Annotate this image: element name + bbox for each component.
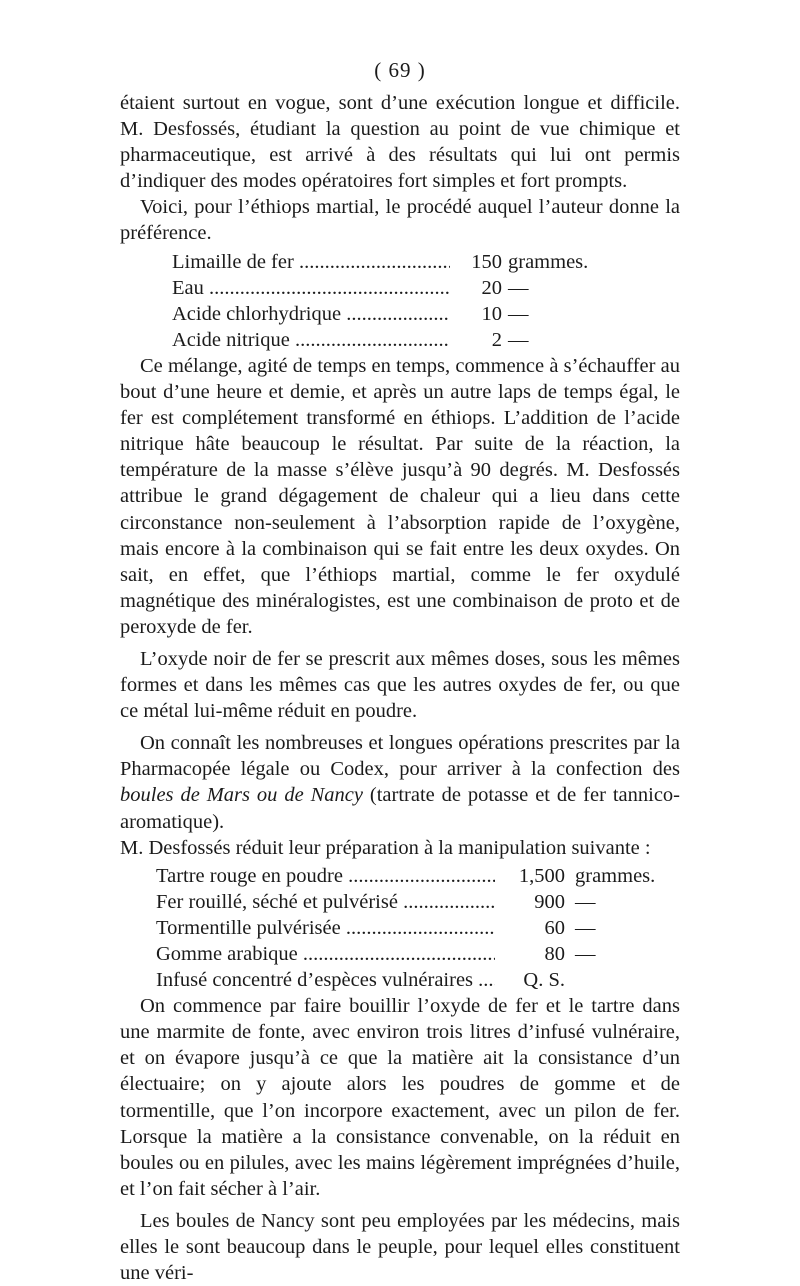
recipe-row [120,275,680,301]
paragraph-4: L’oxyde noir de fer se prescrit aux mêmes doses, sous les mêmes formes et dans les mêmes cas que les autres oxydes de fer, ou que ce métal lui-même réduit en poudre. [120,647,680,723]
recipe-row [120,863,680,889]
ingredient-quantity: 80 [544,943,565,965]
ingredient-quantity: 1,500 [518,864,565,887]
paragraph-8: Les boules de Nancy sont peu employées par les médecins, mais elles le sont beaucoup dans le peuple, pour lequel elles constituent une véri- [120,1209,680,1285]
paragraph-1: étaient surtout en vogue, sont d’une exécution longue et difficile. M. Desfossés, étudiant la question au point de vue chimique et pharmaceutique, est arrivé à des résultats qui lui ont permis d’indiquer des modes opératoires fort simples et fort prompts. [120,92,680,193]
paragraph-5-text-a: On connaît les nombreuses et longues opérations prescrites par la Pharmacopée légale ou Codex, pour arriver à la confection des [120,732,680,781]
ingredient-unit: — [575,890,596,913]
ingredient-name: Eau ..... [120,275,450,301]
ingredient-unit: — [575,943,596,965]
ingredient-name: Infusé concentré d’espèces vulnéraires ..... [120,967,495,993]
ingredient-unit: — [508,302,529,325]
recipe-boules-de-nancy [120,863,680,993]
ingredient-unit: grammes. [575,864,656,887]
ingredient-quantity: Q. S. [523,969,565,992]
page-number: ( 69 ) [374,58,426,82]
ingredient-name: Tartre rouge en poudre ..... [120,863,495,889]
recipe-row [120,915,680,941]
paragraph-5-italic: boules de Mars ou de Nancy [120,784,363,807]
ingredient-quantity: 60 [544,916,565,939]
ingredient-name: Limaille de fer ..... [120,249,450,275]
paragraph-5 [120,730,680,834]
ingredient-name: Fer rouillé, séché et pulvérisé ..... [120,889,495,915]
paragraph-3: Ce mélange, agité de temps en temps, commence à s’échauffer au bout d’une heure et demie, et après un autre laps de temps égal, le fer est complétement transformé en éthiops. L’addition de l’acide nitrique hâte beaucoup le résultat. Par suite de la réaction, la température de la masse s’élève jusqu’à 90 degrés. M. Desfossés attribue le grand dégagement de chaleur qui a lieu dans cette circonstance non-seulement à l’absorption rapide de l’oxygène, mais encore à la combinaison qui se fait entre les deux oxydes. On sait, en effet, que l’éthiops martial, comme le fer oxydulé magnétique des minéralogistes, est une combinaison de proto et de peroxyde de fer. [120,354,680,638]
ingredient-name: Acide chlorhydrique ..... [120,301,450,327]
ingredient-quantity: 900 [534,890,565,913]
recipe-row [120,301,680,327]
paragraph-6: M. Desfossés réduit leur préparation à la manipulation suivante : [120,836,651,859]
paragraph-7: On commence par faire bouillir l’oxyde de fer et le tartre dans une marmite de fonte, avec environ trois litres d’infusé vulnéraire, et on évapore jusqu’à ce que la matière ait la consistance d’un électuaire; on y ajoute alors les poudres de gomme et de tormentille, que l’on incorpore exactement, avec un pilon de fer. Lorsque la matière a la consistance convenable, on la réduit en boules ou en pilules, avec les mains légèrement imprégnées d’huile, et l’on fait sécher à l’air. [120,995,680,1200]
ingredient-unit: — [508,328,529,351]
recipe-row [120,941,680,967]
ingredient-name: Acide nitrique ..... [120,327,450,353]
recipe-ethiops-martial [120,249,680,353]
paragraph-5-text-b: (tartrate de potasse et de fer tannico-aromatique). [120,784,681,833]
recipe-row [120,967,680,993]
ingredient-quantity: 150 [471,250,502,273]
ingredient-name: Tormentille pulvérisée ..... [120,915,495,941]
ingredient-quantity: 2 [491,328,502,351]
ingredient-unit: — [575,916,596,939]
paragraph-2: Voici, pour l’éthiops martial, le procédé auquel l’auteur donne la préférence. [120,196,680,245]
ingredient-quantity: 10 [481,302,502,325]
page-body [120,90,680,1286]
ingredient-name: Gomme arabique ..... [120,941,495,967]
ingredient-quantity: 20 [481,276,502,299]
ingredient-unit: — [508,276,529,299]
recipe-row [120,249,680,275]
recipe-row [120,327,680,353]
recipe-row [120,889,680,915]
ingredient-unit: grammes. [508,250,589,273]
